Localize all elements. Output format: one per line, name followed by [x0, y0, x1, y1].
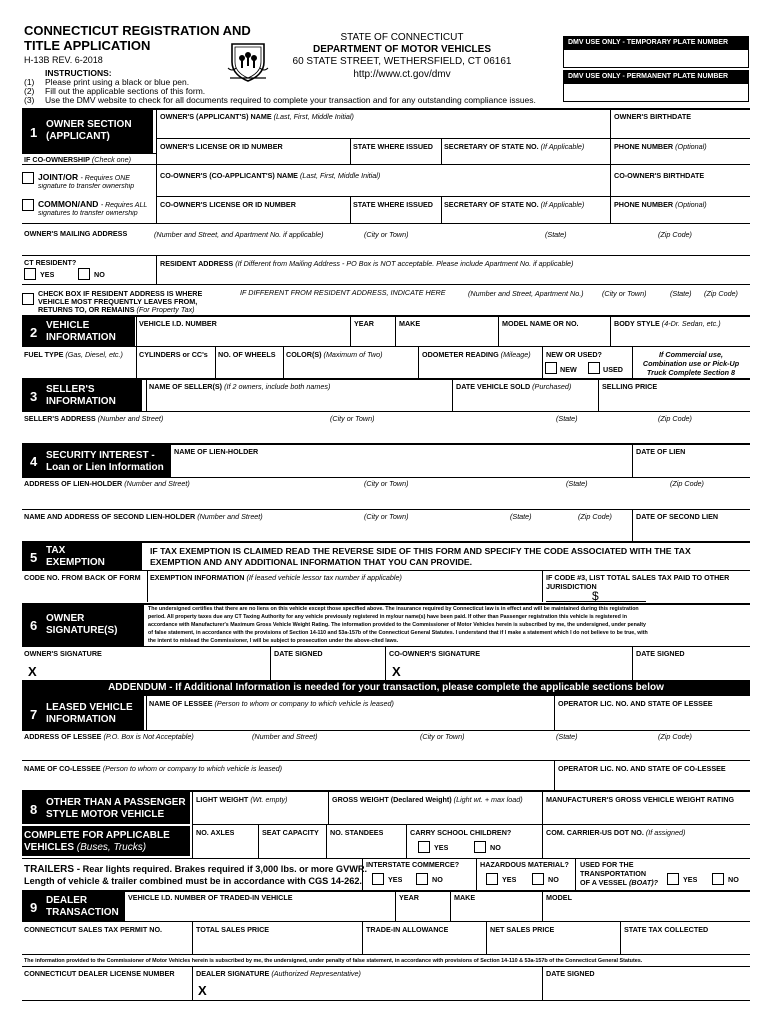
co-lessee-name-field[interactable]: NAME OF CO-LESSEE (Person to whom or company to which vehicle is leased)	[24, 764, 283, 773]
exemption-code-field[interactable]: CODE NO. FROM BACK OF FORM	[24, 573, 141, 582]
school-yes-checkbox[interactable]	[418, 841, 430, 853]
co-owner-state-issued-field[interactable]: STATE WHERE ISSUED	[353, 200, 433, 209]
school-children-label: CARRY SCHOOL CHILDREN?	[410, 828, 512, 837]
trade-in-allowance-field[interactable]: TRADE-IN ALLOWANCE	[366, 925, 449, 934]
make-field[interactable]: MAKE	[399, 319, 421, 328]
colors-field[interactable]: COLOR(S) (Maximum of Two)	[286, 350, 383, 359]
vessel-no-label: NO	[728, 875, 739, 884]
section-1-number: 1	[30, 125, 38, 140]
property-tax-checkbox[interactable]	[22, 293, 34, 305]
section-5-number: 5	[30, 550, 38, 565]
addendum-banner	[22, 680, 750, 696]
complete-vehicles-text: VEHICLES (Buses, Trucks)	[24, 842, 147, 853]
tax-exemption-notice-1: IF TAX EXEMPTION IS CLAIMED READ THE REVERSE SIDE OF THIS FORM AND SPECIFY THE CODE ASSOCIATED WITH THE TAX	[150, 546, 691, 556]
co-owner-license-field[interactable]: CO-OWNER'S LICENSE OR ID NUMBER	[160, 200, 296, 209]
ct-resident-label: CT RESIDENT?	[24, 258, 77, 267]
section-2-number: 2	[30, 325, 38, 340]
us-dot-field[interactable]: COM. CARRIER-US DOT NO. (If assigned)	[546, 828, 686, 837]
instruction-3-text: Use the DMV website to check for all documents required to complete your transaction and for any outstanding compliance issues.	[45, 95, 536, 105]
mailing-street-hint: (Number and Street, and Apartment No. if applicable)	[154, 230, 324, 239]
section-9-title: DEALER	[46, 895, 88, 906]
lien-holder-address-field[interactable]: ADDRESS OF LIEN-HOLDER (Number and Street)	[24, 479, 190, 488]
perm-plate-label: DMV USE ONLY - PERMANENT PLATE NUMBER	[568, 73, 729, 80]
new-checkbox[interactable]	[545, 362, 557, 374]
second-lien-date-field[interactable]: DATE OF SECOND LIEN	[636, 512, 719, 521]
section-3-title: SELLER'S	[46, 384, 95, 395]
section-5-subtitle: EXEMPTION	[46, 557, 105, 568]
section-8-subtitle: STYLE MOTOR VEHICLE	[46, 809, 165, 820]
hazmat-yes-label: YES	[502, 875, 517, 884]
section-6-subtitle: SIGNATURE(S)	[46, 625, 118, 636]
certification-line-5: the intent to mislead the Commissioner, I will be subject to prosecution under the above-cited laws.	[148, 638, 399, 644]
seat-capacity-field[interactable]: SEAT CAPACITY	[262, 828, 319, 837]
seller-address-field[interactable]: SELLER'S ADDRESS (Number and Street)	[24, 414, 164, 423]
traded-make-field[interactable]: MAKE	[454, 893, 476, 902]
diff-street-hint: (Number and Street, Apartment No.)	[468, 289, 584, 298]
hazmat-no-label: NO	[548, 875, 559, 884]
interstate-label: INTERSTATE COMMERCE?	[366, 860, 460, 869]
lessee-address-field[interactable]: ADDRESS OF LESSEE (P.O. Box is Not Acceptable)	[24, 732, 194, 741]
cylinders-field[interactable]: CYLINDERS or CC's	[139, 350, 208, 359]
complete-applicable-text: COMPLETE FOR APPLICABLE	[24, 830, 170, 841]
common-and-hint: signatures to transfer ownership	[38, 210, 138, 217]
commercial-note-1: If Commercial use,	[659, 350, 723, 359]
section-1-title: OWNER SECTION	[46, 119, 132, 130]
school-yes-label: YES	[434, 843, 449, 852]
trailers-notice-2: Length of vehicle & trailer combined must be in accordance with CGS 14-262.	[24, 876, 362, 886]
vessel-yes-checkbox[interactable]	[667, 873, 679, 885]
traded-vin-field[interactable]: VEHICLE I.D. NUMBER OF TRADED-IN VEHICLE	[128, 893, 293, 902]
section-4-number: 4	[30, 454, 38, 469]
co-lessee-operator-license-field[interactable]: OPERATOR LIC. NO. AND STATE OF CO-LESSEE	[558, 764, 726, 773]
exemption-info-field[interactable]: EXEMPTION INFORMATION (If leased vehicle lessor tax number if applicable)	[150, 573, 402, 582]
interstate-yes-label: YES	[388, 875, 403, 884]
section-9-number: 9	[30, 900, 38, 915]
owner-signature-field[interactable]: X	[28, 664, 37, 679]
property-tax-text-1: CHECK BOX IF RESIDENT ADDRESS IS WHERE	[38, 289, 203, 298]
section-3-subtitle: INFORMATION	[46, 396, 116, 407]
section-4-header	[22, 444, 170, 477]
vessel-label-1: USED FOR THE	[580, 860, 634, 869]
instructions-label: INSTRUCTIONS:	[45, 68, 112, 78]
property-tax-text-3: RETURNS TO, OR REMAINS (For Property Tax)	[38, 305, 195, 314]
joint-or-checkbox[interactable]	[22, 172, 34, 184]
mailing-state-hint: (State)	[545, 230, 567, 239]
gvwr-field[interactable]: MANUFACTURER'S GROSS VEHICLE WEIGHT RATING	[546, 795, 735, 804]
section-6-header	[22, 604, 144, 646]
state-name: STATE OF CONNECTICUT	[340, 32, 464, 43]
gross-weight-field[interactable]: GROSS WEIGHT (Declared Weight) (Light wt. + max load)	[332, 795, 523, 804]
section-4-subtitle: Loan or Lien Information	[46, 462, 164, 473]
section-9-subtitle: TRANSACTION	[46, 907, 119, 918]
certification-line-1: The undersigned certifies that there are no liens on this vehicle except those specified above. The insurance required by Connecticut law is in effect and will be maintained during this registration	[148, 606, 639, 612]
lessee-street-hint: (Number and Street)	[252, 732, 318, 741]
addendum-text: ADDENDUM - If Additional Information is needed for your transaction, please complete the applicable sections below	[108, 682, 664, 693]
trailers-notice: TRAILERS - Rear lights required. Brakes required if 3,000 lbs. or more GVWR.	[24, 864, 368, 875]
ct-resident-no-label: NO	[94, 270, 105, 279]
owner-state-issued-field[interactable]: STATE WHERE ISSUED	[353, 142, 433, 151]
school-no-checkbox[interactable]	[474, 841, 486, 853]
standees-field[interactable]: NO. STANDEES	[330, 828, 384, 837]
second-lien-holder-field[interactable]: NAME AND ADDRESS OF SECOND LIEN-HOLDER (Number and Street)	[24, 512, 263, 521]
section-6-title: OWNER	[46, 613, 85, 624]
form-title-line2: TITLE APPLICATION	[24, 38, 151, 53]
vessel-yes-label: YES	[683, 875, 698, 884]
lien-zip-hint: (Zip Code)	[670, 479, 704, 488]
instruction-1: (1)	[24, 77, 35, 87]
co-owner-signature-label: CO-OWNER'S SIGNATURE	[389, 649, 481, 658]
if-different-hint: IF DIFFERENT FROM RESIDENT ADDRESS, INDICATE HERE	[240, 288, 446, 297]
lessee-name-field[interactable]: NAME OF LESSEE (Person to whom or company to which vehicle is leased)	[149, 699, 394, 708]
owner-license-field[interactable]: OWNER'S LICENSE OR ID NUMBER	[160, 142, 283, 151]
section-6-number: 6	[30, 618, 38, 633]
lien2-zip-hint: (Zip Code)	[578, 512, 612, 521]
section-7-subtitle: INFORMATION	[46, 714, 116, 725]
mailing-city-hint: (City or Town)	[364, 230, 409, 239]
ct-resident-no-checkbox[interactable]	[78, 268, 90, 280]
form-title-line1: CONNECTICUT REGISTRATION AND	[24, 23, 251, 38]
co-owner-sos-field[interactable]: SECRETARY OF STATE NO. (If Applicable)	[444, 200, 585, 209]
owner-birthdate-field[interactable]: OWNER'S BIRTHDATE	[614, 112, 692, 121]
diff-zip-hint: (Zip Code)	[704, 289, 738, 298]
vin-field[interactable]: VEHICLE I.D. NUMBER	[139, 319, 217, 328]
total-sales-price-field[interactable]: TOTAL SALES PRICE	[196, 925, 270, 934]
lessee-zip-hint: (Zip Code)	[658, 732, 692, 741]
owner-date-signed-field[interactable]: DATE SIGNED	[274, 649, 323, 658]
section-4-title: SECURITY INTEREST -	[46, 450, 155, 461]
temp-plate-label: DMV USE ONLY - TEMPORARY PLATE NUMBER	[568, 39, 729, 46]
certification-line-2: period. All property taxes due any CT Taxing Authority for any vehicle previously registered in my/our name(s) have been paid. If other than Passenger registration this vehicle is registered in	[148, 614, 628, 620]
lessee-operator-license-field[interactable]: OPERATOR LIC. NO. AND STATE OF LESSEE	[558, 699, 713, 708]
selling-price-field[interactable]: SELLING PRICE	[602, 382, 658, 391]
section-2-header	[22, 316, 135, 346]
co-owner-signature-field[interactable]: X	[392, 664, 401, 679]
school-no-label: NO	[490, 843, 501, 852]
dmv-website-link[interactable]: http://www.ct.gov/dmv	[353, 69, 451, 80]
used-checkbox[interactable]	[588, 362, 600, 374]
department-name: DEPARTMENT OF MOTOR VEHICLES	[313, 44, 491, 55]
section-2-subtitle: INFORMATION	[46, 332, 116, 343]
seller-city-hint: (City or Town)	[330, 414, 375, 423]
new-label: NEW	[560, 365, 577, 374]
section-9-header	[22, 891, 124, 921]
vessel-no-checkbox[interactable]	[712, 873, 724, 885]
owner-phone-field[interactable]: PHONE NUMBER (Optional)	[614, 142, 707, 151]
fuel-type-field[interactable]: FUEL TYPE (Gas, Diesel, etc.)	[24, 350, 123, 359]
odometer-field[interactable]: ODOMETER READING (Mileage)	[422, 350, 531, 359]
lien-holder-name-field[interactable]: NAME OF LIEN-HOLDER	[174, 447, 259, 456]
section-5-header	[22, 542, 142, 570]
lien2-city-hint: (City or Town)	[364, 512, 409, 521]
lien-date-field[interactable]: DATE OF LIEN	[636, 447, 686, 456]
model-field[interactable]: MODEL NAME OR NO.	[502, 319, 579, 328]
joint-or-hint: signature to transfer ownership	[38, 183, 135, 190]
lien-city-hint: (City or Town)	[364, 479, 409, 488]
temp-plate-box	[563, 36, 749, 68]
light-weight-field[interactable]: LIGHT WEIGHT (Wt. empty)	[196, 795, 288, 804]
section-7-header	[22, 696, 144, 730]
interstate-no-checkbox[interactable]	[416, 873, 428, 885]
net-sales-price-field[interactable]: NET SALES PRICE	[490, 925, 555, 934]
instruction-3: (3)	[24, 95, 35, 105]
vessel-label-2: TRANSPORTATION	[580, 869, 647, 878]
diff-state-hint: (State)	[670, 289, 692, 298]
instruction-2-text: Fill out the applicable sections of this form.	[45, 86, 206, 96]
mailing-address-field[interactable]: OWNER'S MAILING ADDRESS	[24, 229, 128, 238]
co-owner-birthdate-field[interactable]: CO-OWNER'S BIRTHDATE	[614, 171, 705, 180]
traded-year-field[interactable]: YEAR	[399, 893, 419, 902]
ct-seal-icon	[226, 38, 270, 84]
section-3-header	[22, 379, 142, 411]
mailing-zip-hint: (Zip Code)	[658, 230, 692, 239]
owner-signature-label: OWNER'S SIGNATURE	[24, 649, 102, 658]
state-tax-collected-field[interactable]: STATE TAX COLLECTED	[624, 925, 709, 934]
ct-resident-yes-label: YES	[40, 270, 55, 279]
joint-or-label: JOINT/OR - Requires ONE	[38, 172, 130, 182]
section-1-header	[22, 109, 153, 153]
section-8-title: OTHER THAN A PASSENGER	[46, 797, 186, 808]
tax-exemption-notice-2: EXEMPTION AND ANY ADDITIONAL INFORMATION THAT YOU CAN PROVIDE.	[150, 557, 473, 567]
traded-model-field[interactable]: MODEL	[546, 893, 572, 902]
owner-sos-field[interactable]: SECRETARY OF STATE NO. (If Applicable)	[444, 142, 585, 151]
common-and-label: COMMON/AND - Requires ALL	[38, 199, 148, 209]
code3-label-2: JURISDICTION	[546, 582, 597, 591]
co-owner-date-signed-field[interactable]: DATE SIGNED	[636, 649, 685, 658]
common-and-checkbox[interactable]	[22, 199, 34, 211]
hazmat-no-checkbox[interactable]	[532, 873, 544, 885]
section-1-subtitle: (APPLICANT)	[46, 131, 110, 142]
seller-name-field[interactable]: NAME OF SELLER(S) (If 2 owners, include both names)	[149, 382, 331, 391]
commercial-note-2: Combination use or Pick-Up	[642, 359, 740, 368]
co-owner-phone-field[interactable]: PHONE NUMBER (Optional)	[614, 200, 707, 209]
date-sold-field[interactable]: DATE VEHICLE SOLD (Purchased)	[456, 382, 572, 391]
section-5-title: TAX	[46, 545, 66, 556]
vessel-label-3: OF A VESSEL (BOAT)?	[580, 878, 659, 887]
perm-plate-box	[563, 70, 749, 102]
section-7-title: LEASED VEHICLE	[46, 702, 133, 713]
wheels-field[interactable]: NO. OF WHEELS	[218, 350, 276, 359]
dealer-signature-label: DEALER SIGNATURE (Authorized Representative)	[196, 969, 361, 978]
interstate-no-label: NO	[432, 875, 443, 884]
department-address: 60 STATE STREET, WETHERSFIELD, CT 06161	[292, 56, 512, 67]
lessee-state-hint: (State)	[556, 732, 578, 741]
instruction-1-text: Please print using a black or blue pen.	[45, 77, 190, 87]
new-or-used-label: NEW OR USED?	[546, 350, 602, 359]
section-8-header	[22, 791, 190, 824]
resident-address-field[interactable]: RESIDENT ADDRESS (If Different from Mailing Address - PO Box is NOT acceptable. Please include Apartment No. if applicable)	[160, 259, 574, 268]
sales-tax-permit-field[interactable]: CONNECTICUT SALES TAX PERMIT NO.	[24, 925, 163, 934]
seller-zip-hint: (Zip Code)	[658, 414, 692, 423]
dollar-sign: $	[592, 589, 599, 603]
form-number: H-13B REV. 6-2018	[24, 55, 103, 65]
year-field[interactable]: YEAR	[354, 319, 374, 328]
lien-state-hint: (State)	[566, 479, 588, 488]
section-3-number: 3	[30, 389, 38, 404]
axles-field[interactable]: NO. AXLES	[196, 828, 235, 837]
code3-label-1: IF CODE #3, LIST TOTAL SALES TAX PAID TO OTHER	[546, 573, 730, 582]
used-label: USED	[603, 365, 623, 374]
property-tax-text-2: VEHICLE MOST FREQUENTLY LEAVES FROM,	[38, 297, 198, 306]
section-7-number: 7	[30, 707, 38, 722]
dealer-date-signed-field[interactable]: DATE SIGNED	[546, 969, 595, 978]
complete-applicable-banner	[22, 826, 190, 856]
lessee-city-hint: (City or Town)	[420, 732, 465, 741]
dealer-license-field[interactable]: CONNECTICUT DEALER LICENSE NUMBER	[24, 969, 175, 978]
interstate-yes-checkbox[interactable]	[372, 873, 384, 885]
seller-state-hint: (State)	[556, 414, 578, 423]
owner-name-field[interactable]: OWNER'S (APPLICANT'S) NAME (Last, First, Middle Initial)	[160, 112, 354, 121]
dealer-notice: The information provided to the Commissioner of Motor Vehicles herein is subscribed by me, the undersigned, under penalty of false statement, in accordance with provisions of Section 14-110 & 53a-157b of the Connecticut General Statutes.	[24, 958, 643, 964]
co-owner-name-field[interactable]: CO-OWNER'S (CO-APPLICANT'S) NAME (Last, First, Middle Initial)	[160, 171, 381, 180]
co-ownership-label: IF CO-OWNERSHIP (Check one)	[24, 155, 132, 164]
section-2-title: VEHICLE	[46, 320, 90, 331]
diff-city-hint: (City or Town)	[602, 289, 647, 298]
hazmat-yes-checkbox[interactable]	[486, 873, 498, 885]
ct-resident-yes-checkbox[interactable]	[24, 268, 36, 280]
hazmat-label: HAZARDOUS MATERIAL?	[480, 860, 569, 869]
section-8-number: 8	[30, 802, 38, 817]
lien2-state-hint: (State)	[510, 512, 532, 521]
commercial-note-3: Truck Complete Section 8	[646, 368, 736, 377]
instruction-2: (2)	[24, 86, 35, 96]
certification-line-4: of false statement, in accordance with the provisions of Section 14-110 and 53a-157b of the Connecticut General Statutes. I understand that if I make a statement which I do not believe to be true, with	[148, 630, 648, 636]
body-style-field[interactable]: BODY STYLE (4-Dr. Sedan, etc.)	[614, 319, 721, 328]
certification-line-3: accordance with Manufacturer's Maximum Gross Vehicle Weight Rating. The information provided to the Commissioner of Motor Vehicles herein is subscribed by me, the undersigned, under penalty	[148, 622, 646, 628]
dealer-signature-field[interactable]: X	[198, 983, 207, 998]
